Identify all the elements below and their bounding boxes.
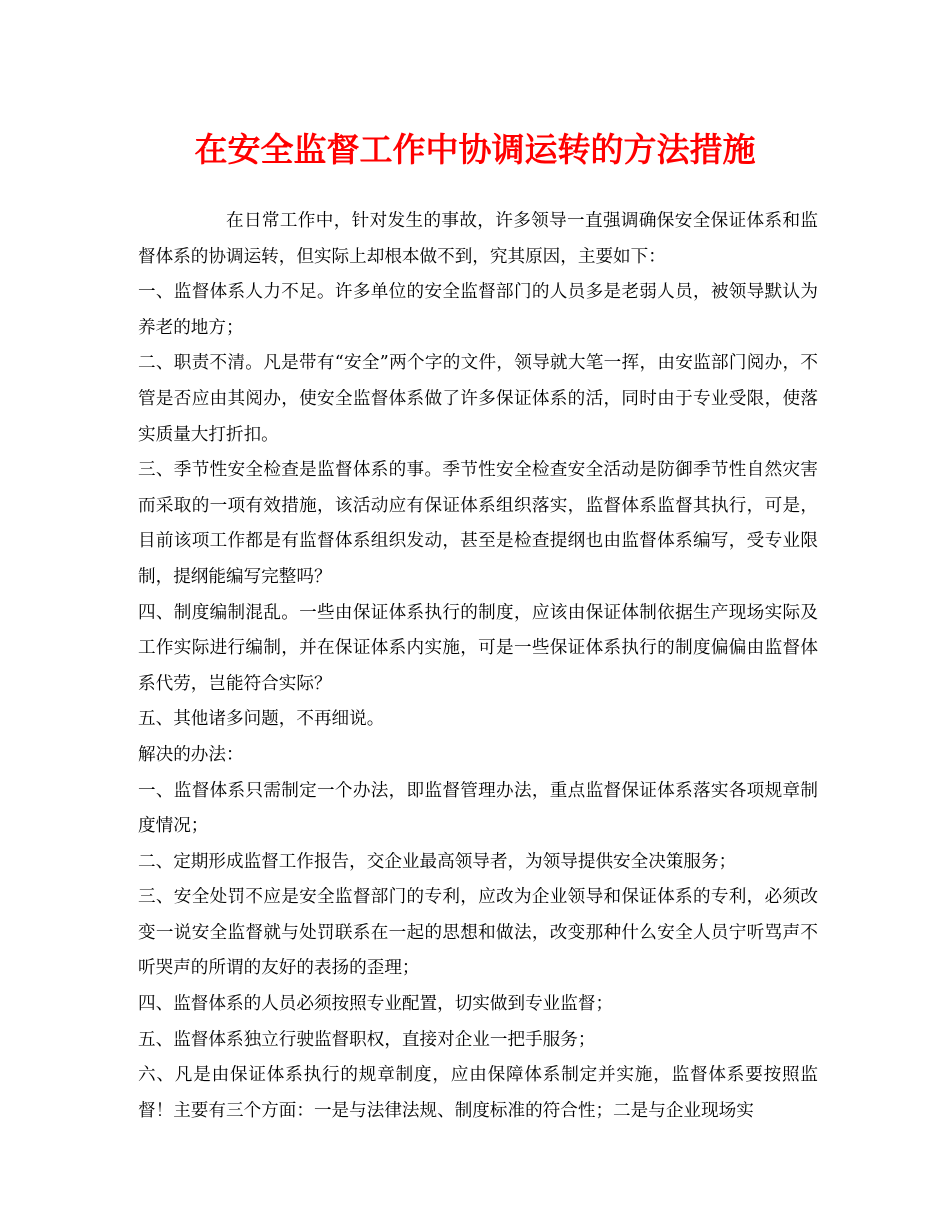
problem-item-3: 三、季节性安全检查是监督体系的事。季节性安全检查安全活动是防御季节性自然灾害而采取的一项有效措施，该活动应有保证体系组织落实，监督体系监督其执行，可是，目前该项工作都是有监督体系组织发动，甚至是检查提纲也由监督体系编写，受专业限制，提纲能编写完整吗？ xyxy=(138,460,818,587)
solution-item-3: 三、安全处罚不应是安全监督部门的专利，应改为企业领导和保证体系的专利，必须改变一说安全监督就与处罚联系在一起的思想和做法，改变那种什么安全人员宁听骂声不听哭声的所谓的友好的表扬的歪理； xyxy=(138,887,818,979)
problem-item-2: 二、职责不清。凡是带有“安全”两个字的文件，领导就大笔一挥，由安监部门阅办，不管是否应由其阅办，使安全监督体系做了许多保证体系的活，同时由于专业受限，使落实质量大打折扣。 xyxy=(138,353,818,445)
intro-paragraph: 在日常工作中，针对发生的事故，许多领导一直强调确保安全保证体系和监督体系的协调运转，但实际上却根本做不到，究其原因，主要如下： xyxy=(138,211,818,267)
solution-item-1: 一、监督体系只需制定一个办法，即监督管理办法，重点监督保证体系落实各项规章制度情况； xyxy=(138,780,818,837)
problem-item-1: 一、监督体系人力不足。许多单位的安全监督部门的人员多是老弱人员，被领导默认为养老的地方； xyxy=(138,282,818,338)
problem-item-5: 五、其他诸多问题，不再细说。 xyxy=(138,709,385,730)
solution-item-4: 四、监督体系的人员必须按照专业配置，切实做到专业监督； xyxy=(138,994,614,1015)
solutions-heading: 解决的办法： xyxy=(138,744,244,765)
document-body xyxy=(138,204,818,1129)
problem-item-4: 四、制度编制混乱。一些由保证体系执行的制度，应该由保证体制依据生产现场实际及工作实际进行编制，并在保证体系内实施，可是一些保证体系执行的制度偏偏由监督体系代劳，岂能符合实际？ xyxy=(138,602,818,694)
solution-item-6: 六、凡是由保证体系执行的规章制度，应由保障体系制定并实施，监督体系要按照监督！主要有三个方面：一是与法律法规、制度标准的符合性；二是与企业现场实 xyxy=(138,1065,818,1121)
solution-item-2: 二、定期形成监督工作报告，交企业最高领导者，为领导提供安全决策服务； xyxy=(138,851,737,872)
solution-item-5: 五、监督体系独立行驶监督职权，直接对企业一把手服务； xyxy=(138,1029,596,1050)
document-title: 在安全监督工作中协调运转的方法措施 xyxy=(194,130,756,169)
